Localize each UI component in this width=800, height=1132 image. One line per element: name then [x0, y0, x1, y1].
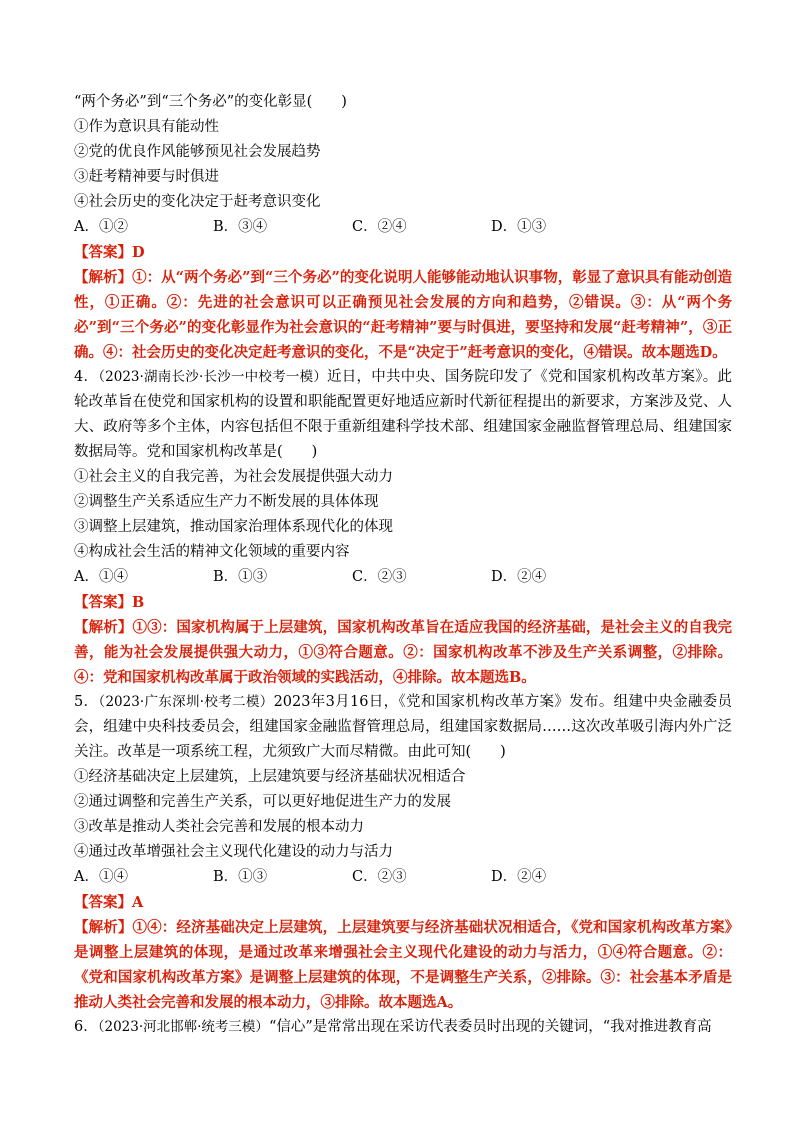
q4-option-c: C．②③ [352, 569, 407, 585]
q4-stem-text: 近日，中共中央、国务院印发了《党和国家机构改革方案》。此轮改革旨在使党和国家机构的设置和职能配置更好地适应新时代新征程提出的新要求，方案涉及党、人大、政府等多个主体，内容包括但不限于重新组建科学技术部、组建国家金融监督管理总局、组建国家数据局等。党和国家机构改革是( ) [74, 369, 732, 460]
q5-stem-text: 2023年3月16日，《党和国家机构改革方案》发布。组建中央金融委员会，组建中央科技委员会，组建国家金融监督管理总局，组建国家数据局……这次改革吸引海内外广泛关注。改革是一项系统工程，尤须致广大而尽精微。由此可知( ) [74, 694, 732, 760]
q3-item-2: ②党的优良作风能够预见社会发展趋势 [74, 144, 321, 160]
q4-option-a: A．①④ [74, 569, 128, 585]
q4-option-d: D．②④ [491, 569, 547, 585]
q6-source: （2023·河北邯郸·统考三模） [97, 1019, 269, 1035]
q5-source: （2023·广东深圳·校考二模） [98, 694, 274, 710]
q5-option-b: B．①③ [213, 869, 268, 885]
q6-stem-text: “信心”是常常出现在采访代表委员时出现的关键词，“我对推进教育高 [268, 1019, 712, 1035]
q4-number: 4． [74, 369, 99, 385]
document-page [74, 90, 732, 1040]
q4-option-b: B．①③ [213, 569, 268, 585]
q4-source: （2023·湖南长沙·长沙一中校考一模） [98, 369, 328, 385]
q6-number: 6． [74, 1019, 98, 1035]
q4-answer: 【答案】B [74, 594, 145, 611]
q5-item-4: ④通过改革增强社会主义现代化建设的动力与活力 [74, 844, 393, 860]
q4-stem [74, 365, 732, 465]
q5-stem [74, 690, 732, 765]
q5-option-c: C．②③ [352, 869, 407, 885]
q3-option-d: D．①③ [491, 219, 547, 235]
q3-item-3: ③赶考精神要与时俱进 [74, 169, 219, 185]
q3-option-c: C．②④ [352, 219, 407, 235]
q4-item-2: ②调整生产关系适应生产力不断发展的具体体现 [74, 494, 379, 510]
q3-item-4: ④社会历史的变化决定于赶考意识变化 [74, 194, 321, 210]
q3-explanation: 【解析】①：从“两个务必”到“三个务必”的变化说明人能够能动地认识事物，彰显了意识具有能动创造性，①正确。②：先进的社会意识可以正确预见社会发展的方向和趋势，②错误。③：从“两个务必”到“三个务必”的变化彰显作为社会意识的“赶考精神”要与时俱进，要坚持和发展“赶考精神”，③正确。④：社会历史的变化决定赶考意识的变化，不是“决定于”赶考意识的变化，④错误。故本题选D。 [74, 269, 732, 361]
q5-item-2: ②通过调整和完善生产关系，可以更好地促进生产力的发展 [74, 794, 451, 810]
q5-number: 5． [74, 694, 99, 710]
q4-item-1: ①社会主义的自我完善，为社会发展提供强大动力 [74, 469, 393, 485]
q5-answer: 【答案】A [74, 894, 144, 911]
q5-explanation: 【解析】①④：经济基础决定上层建筑，上层建筑要与经济基础状况相适合，《党和国家机构改革方案》是调整上层建筑的体现，是通过改革来增强社会主义现代化建设的动力与活力，①④符合题意。②：《党和国家机构改革方案》是调整上层建筑的体现，不是调整生产关系，②排除。③：社会基本矛盾是推动人类社会完善和发展的根本动力，③排除。故本题选A。 [74, 919, 732, 1011]
q5-option-d: D．②④ [491, 869, 547, 885]
q6-stem [74, 1015, 732, 1040]
q4-item-3: ③调整上层建筑，推动国家治理体系现代化的体现 [74, 519, 393, 535]
q3-options [74, 215, 732, 240]
q5-item-3: ③改革是推动人类社会完善和发展的根本动力 [74, 819, 364, 835]
q5-option-a: A．①④ [74, 869, 128, 885]
q3-option-a: A．①② [74, 219, 128, 235]
q5-options [74, 865, 732, 890]
q4-item-4: ④构成社会生活的精神文化领域的重要内容 [74, 544, 350, 560]
q3-stem: “两个务必”到“三个务必”的变化彰显( ) [74, 94, 347, 110]
q3-item-1: ①作为意识具有能动性 [74, 119, 219, 135]
q3-answer: 【答案】D [74, 244, 145, 261]
q5-item-1: ①经济基础决定上层建筑，上层建筑要与经济基础状况相适合 [74, 769, 466, 785]
q4-explanation: 【解析】①③：国家机构属于上层建筑，国家机构改革旨在适应我国的经济基础，是社会主义的自我完善，能为社会发展提供强大动力，①③符合题意。②：国家机构改革不涉及生产关系调整，②排除。④：党和国家机构改革属于政治领域的实践活动，④排除。故本题选B。 [74, 619, 732, 686]
q4-options [74, 565, 732, 590]
q3-option-b: B．③④ [213, 219, 268, 235]
